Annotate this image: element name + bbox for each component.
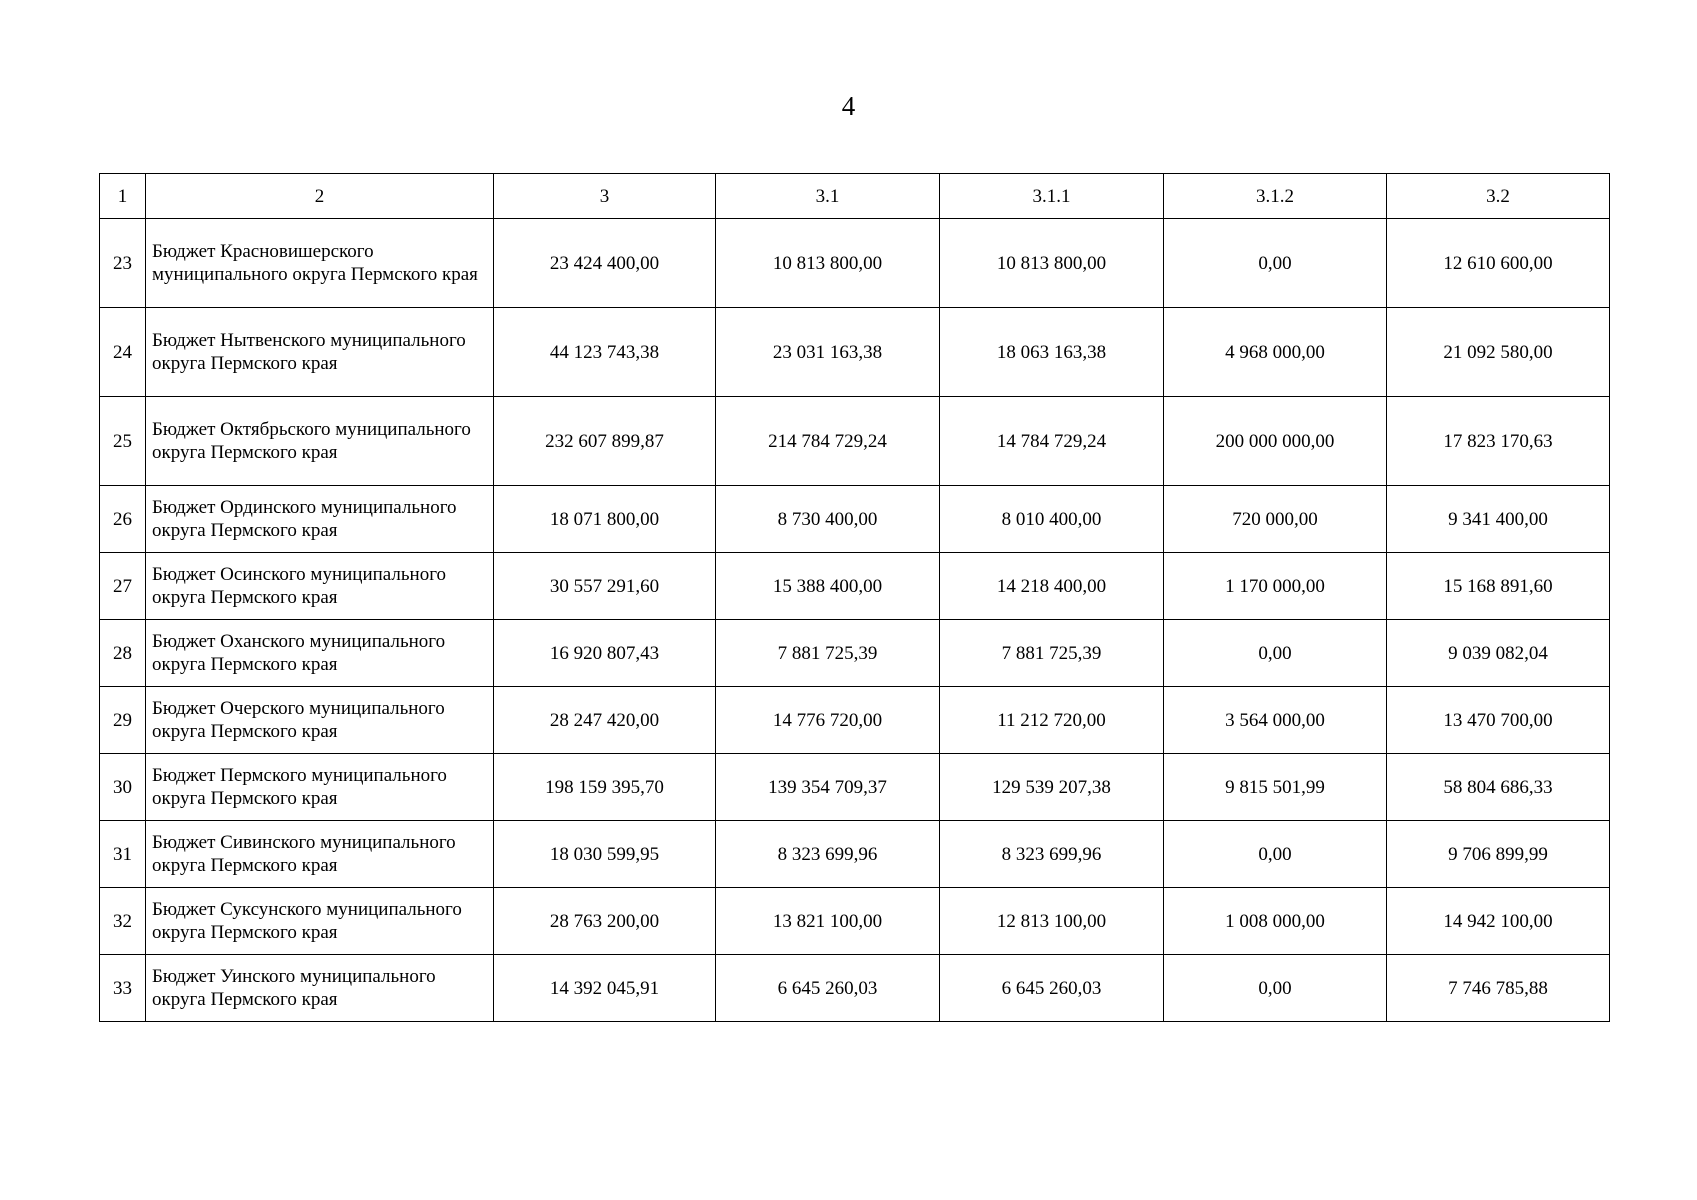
value-col-3-1-2: 9 815 501,99: [1164, 754, 1387, 821]
value-col-3-1-1: 12 813 100,00: [940, 888, 1164, 955]
row-number: 27: [100, 553, 146, 620]
row-number: 28: [100, 620, 146, 687]
budget-table: [99, 173, 1610, 1022]
value-col-3-1-1: 7 881 725,39: [940, 620, 1164, 687]
value-col-3-2: 58 804 686,33: [1387, 754, 1610, 821]
value-col-3-1-2: 3 564 000,00: [1164, 687, 1387, 754]
header-cell-3: 3: [494, 174, 716, 219]
value-col-3-1-2: 1 170 000,00: [1164, 553, 1387, 620]
value-col-3-1-1: 129 539 207,38: [940, 754, 1164, 821]
value-col-3-2: 17 823 170,63: [1387, 397, 1610, 486]
value-col-3-1-2: 1 008 000,00: [1164, 888, 1387, 955]
table-header-row: [100, 174, 1610, 219]
header-cell-3-1: 3.1: [716, 174, 940, 219]
table-row: [100, 888, 1610, 955]
table-body: [100, 174, 1610, 1022]
table-row: [100, 955, 1610, 1022]
budget-name: Бюджет Оханского муниципального округа Пермского края: [146, 620, 494, 687]
value-col-3-2: 14 942 100,00: [1387, 888, 1610, 955]
row-number: 33: [100, 955, 146, 1022]
value-col-3-1-2: 0,00: [1164, 620, 1387, 687]
value-col-3-2: 7 746 785,88: [1387, 955, 1610, 1022]
row-number: 25: [100, 397, 146, 486]
value-col-3-1: 6 645 260,03: [716, 955, 940, 1022]
budget-name: Бюджет Октябрьского муниципального округа Пермского края: [146, 397, 494, 486]
value-col-3: 28 763 200,00: [494, 888, 716, 955]
value-col-3-1: 8 730 400,00: [716, 486, 940, 553]
row-number: 32: [100, 888, 146, 955]
value-col-3: 44 123 743,38: [494, 308, 716, 397]
value-col-3-1-1: 8 323 699,96: [940, 821, 1164, 888]
value-col-3: 14 392 045,91: [494, 955, 716, 1022]
budget-name: Бюджет Уинского муниципального округа Пермского края: [146, 955, 494, 1022]
value-col-3-1-2: 0,00: [1164, 955, 1387, 1022]
value-col-3-1-2: 0,00: [1164, 219, 1387, 308]
value-col-3-2: 15 168 891,60: [1387, 553, 1610, 620]
table-row: [100, 620, 1610, 687]
budget-name: Бюджет Очерского муниципального округа Пермского края: [146, 687, 494, 754]
budget-name: Бюджет Осинского муниципального округа Пермского края: [146, 553, 494, 620]
value-col-3-1-1: 10 813 800,00: [940, 219, 1164, 308]
header-cell-3-1-1: 3.1.1: [940, 174, 1164, 219]
value-col-3-1: 214 784 729,24: [716, 397, 940, 486]
value-col-3-2: 12 610 600,00: [1387, 219, 1610, 308]
value-col-3-1-1: 6 645 260,03: [940, 955, 1164, 1022]
table-row: [100, 486, 1610, 553]
value-col-3-2: 21 092 580,00: [1387, 308, 1610, 397]
header-cell-2: 2: [146, 174, 494, 219]
value-col-3: 30 557 291,60: [494, 553, 716, 620]
value-col-3-1: 15 388 400,00: [716, 553, 940, 620]
header-cell-3-1-2: 3.1.2: [1164, 174, 1387, 219]
budget-table-container: [99, 173, 1609, 1022]
table-row: [100, 754, 1610, 821]
value-col-3-2: 9 039 082,04: [1387, 620, 1610, 687]
header-cell-1: 1: [100, 174, 146, 219]
value-col-3-1-1: 14 218 400,00: [940, 553, 1164, 620]
value-col-3-1-2: 720 000,00: [1164, 486, 1387, 553]
value-col-3-1: 8 323 699,96: [716, 821, 940, 888]
value-col-3: 23 424 400,00: [494, 219, 716, 308]
value-col-3-1-1: 11 212 720,00: [940, 687, 1164, 754]
value-col-3: 16 920 807,43: [494, 620, 716, 687]
value-col-3: 18 030 599,95: [494, 821, 716, 888]
table-row: [100, 397, 1610, 486]
row-number: 29: [100, 687, 146, 754]
value-col-3-1-1: 8 010 400,00: [940, 486, 1164, 553]
row-number: 26: [100, 486, 146, 553]
value-col-3-1-1: 14 784 729,24: [940, 397, 1164, 486]
value-col-3: 232 607 899,87: [494, 397, 716, 486]
budget-name: Бюджет Суксунского муниципального округа Пермского края: [146, 888, 494, 955]
budget-name: Бюджет Сивинского муниципального округа Пермского края: [146, 821, 494, 888]
value-col-3: 28 247 420,00: [494, 687, 716, 754]
value-col-3-1: 139 354 709,37: [716, 754, 940, 821]
value-col-3: 18 071 800,00: [494, 486, 716, 553]
row-number: 30: [100, 754, 146, 821]
value-col-3-2: 9 706 899,99: [1387, 821, 1610, 888]
value-col-3-1: 13 821 100,00: [716, 888, 940, 955]
table-row: [100, 308, 1610, 397]
budget-name: Бюджет Нытвенского муниципального округа Пермского края: [146, 308, 494, 397]
budget-name: Бюджет Красновишерского муниципального округа Пермского края: [146, 219, 494, 308]
row-number: 31: [100, 821, 146, 888]
value-col-3-1: 14 776 720,00: [716, 687, 940, 754]
value-col-3-1-2: 4 968 000,00: [1164, 308, 1387, 397]
value-col-3-2: 9 341 400,00: [1387, 486, 1610, 553]
table-row: [100, 553, 1610, 620]
value-col-3-1-2: 200 000 000,00: [1164, 397, 1387, 486]
value-col-3-1: 23 031 163,38: [716, 308, 940, 397]
value-col-3-1-1: 18 063 163,38: [940, 308, 1164, 397]
budget-name: Бюджет Ординского муниципального округа Пермского края: [146, 486, 494, 553]
table-row: [100, 821, 1610, 888]
value-col-3-2: 13 470 700,00: [1387, 687, 1610, 754]
value-col-3-1: 7 881 725,39: [716, 620, 940, 687]
budget-name: Бюджет Пермского муниципального округа Пермского края: [146, 754, 494, 821]
value-col-3-1: 10 813 800,00: [716, 219, 940, 308]
value-col-3: 198 159 395,70: [494, 754, 716, 821]
row-number: 23: [100, 219, 146, 308]
header-cell-3-2: 3.2: [1387, 174, 1610, 219]
table-row: [100, 687, 1610, 754]
page-number: 4: [841, 91, 856, 121]
row-number: 24: [100, 308, 146, 397]
value-col-3-1-2: 0,00: [1164, 821, 1387, 888]
table-row: [100, 219, 1610, 308]
